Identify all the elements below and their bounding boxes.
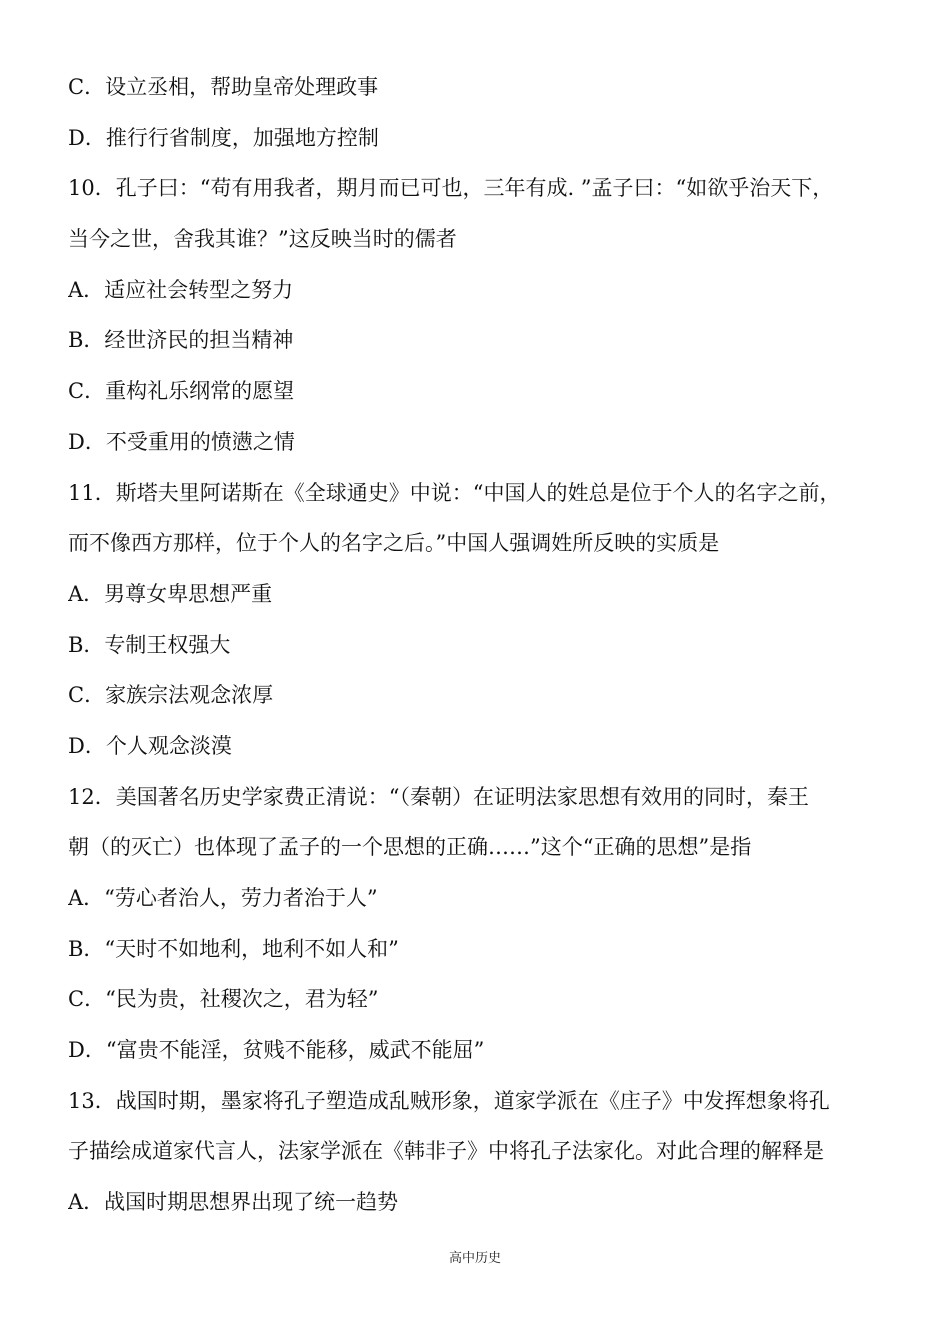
q11-stem-line-2: 而不像西方那样，位于个人的名字之后。”中国人强调姓所反映的实质是	[68, 531, 720, 556]
q10-option-d: D．不受重用的愤懑之情	[68, 429, 295, 454]
q10-option-b: B．经世济民的担当精神	[68, 328, 294, 353]
q11-option-b: B．专制王权强大	[68, 632, 231, 657]
q10-stem-line-2: 当今之世，舍我其谁？”这反映当时的儒者	[68, 227, 457, 252]
q12-stem-line-1: 12．美国著名历史学家费正清说：“（秦朝）在证明法家思想有效用的同时，秦王	[68, 784, 809, 809]
q10-option-c: C．重构礼乐纲常的愿望	[68, 379, 295, 404]
q12-option-a: A．“劳心者治人，劳力者治于人”	[68, 886, 378, 910]
q13-option-a: A．战国时期思想界出现了统一趋势	[68, 1190, 399, 1215]
q12-option-b: B．“天时不如地利，地利不如人和”	[68, 936, 399, 961]
q10-stem-line-1: 10．孔子曰：“苟有用我者，期月而已可也，三年有成. ”孟子曰：“如欲乎治天下，	[68, 176, 834, 201]
page-footer: 高中历史	[448, 1251, 501, 1266]
q12-stem-line-2: 朝（的灭亡）也体现了孟子的一个思想的正确……”这个“正确的思想”是指	[68, 835, 752, 860]
q9-option-d: D．推行行省制度，加强地方控制	[68, 125, 379, 150]
q11-option-d: D．个人观念淡漠	[68, 733, 232, 758]
q9-option-c: C．设立丞相，帮助皇帝处理政事	[68, 75, 379, 99]
q10-option-a: A．适应社会转型之努力	[68, 277, 294, 302]
q11-stem-line-1: 11．斯塔夫里阿诺斯在《全球通史》中说：“中国人的姓总是位于个人的名字之前，	[68, 480, 841, 505]
q11-option-a: A．男尊女卑思想严重	[68, 581, 273, 606]
q12-option-d: D．“富贵不能淫，贫贱不能移，威武不能屈”	[68, 1038, 485, 1063]
q12-option-c: C．“民为贵，社稷次之，君为轻”	[68, 987, 379, 1012]
exam-page	[68, 62, 890, 1228]
q11-option-c: C．家族宗法观念浓厚	[68, 683, 274, 708]
q13-stem-line-2: 子描绘成道家代言人，法家学派在《韩非子》中将孔子法家化。对此合理的解释是	[68, 1139, 824, 1164]
q13-stem-line-1: 13．战国时期，墨家将孔子塑造成乱贼形象，道家学派在《庄子》中发挥想象将孔	[68, 1088, 830, 1113]
